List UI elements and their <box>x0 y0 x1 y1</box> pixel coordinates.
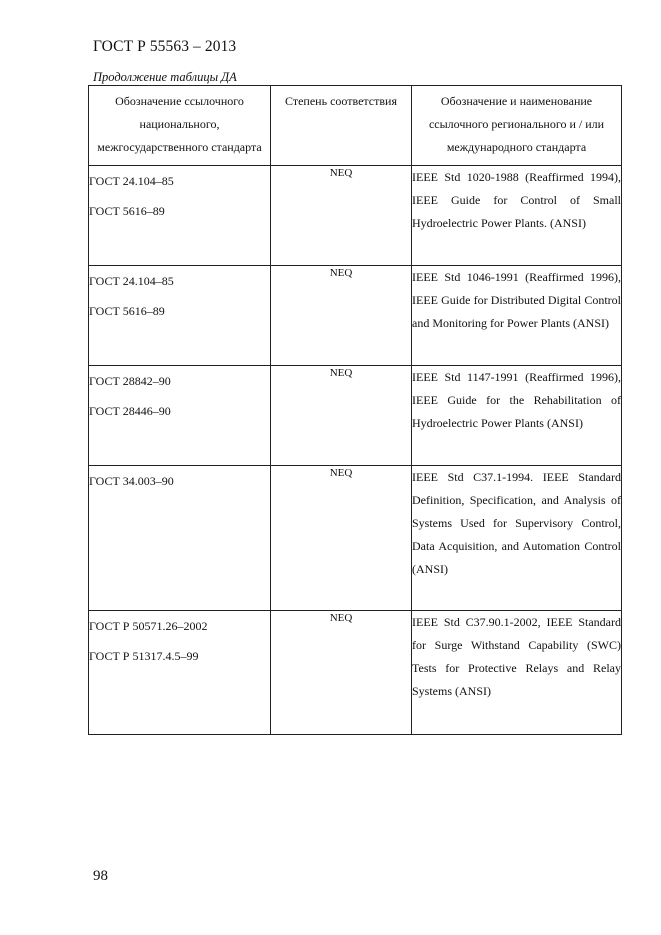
table-row <box>89 366 622 466</box>
page-number: 98 <box>93 868 108 884</box>
table-row <box>89 166 622 266</box>
degree-cell: NEQ <box>271 611 412 735</box>
column-header-national-standard: Обозначение ссылочного национального, межгосударственного стандарта <box>89 86 271 166</box>
national-standard-code: ГОСТ Р 50571.26–2002 <box>89 619 208 633</box>
table-caption: Продолжение таблицы ДА <box>93 70 237 84</box>
national-standard-cell <box>89 266 271 366</box>
national-standard-code: ГОСТ 24.104–85 <box>89 174 174 188</box>
reference-standard-cell: IEEE Std 1046-1991 (Reaffirmed 1996), IEEE Guide for Distributed Digital Control and Monitoring for Power Plants (ANSI) <box>412 266 622 366</box>
national-standard-cell <box>89 466 271 611</box>
table-row <box>89 266 622 366</box>
national-standard-cell <box>89 166 271 266</box>
degree-cell: NEQ <box>271 366 412 466</box>
degree-cell: NEQ <box>271 466 412 611</box>
national-standard-code: ГОСТ 28842–90 <box>89 374 171 388</box>
national-standard-code: ГОСТ 34.003–90 <box>89 474 174 488</box>
degree-cell: NEQ <box>271 266 412 366</box>
reference-standard-cell: IEEE Std C37.90.1-2002, IEEE Standard for Surge Withstand Capability (SWC) Tests for Protective Relays and Relay Systems (ANSI) <box>412 611 622 735</box>
national-standard-code: ГОСТ 28446–90 <box>89 404 171 418</box>
national-standard-code: ГОСТ 5616–89 <box>89 204 165 218</box>
national-standard-code: ГОСТ 24.104–85 <box>89 274 174 288</box>
table-header-row <box>89 86 622 166</box>
table-row <box>89 466 622 611</box>
document-code-header: ГОСТ Р 55563 – 2013 <box>93 38 237 55</box>
table-row <box>89 611 622 735</box>
reference-standard-cell: IEEE Std 1147-1991 (Reaffirmed 1996), IEEE Guide for the Rehabilitation of Hydroelectric Power Plants (ANSI) <box>412 366 622 466</box>
reference-standards-table <box>88 85 622 735</box>
national-standard-code: ГОСТ Р 51317.4.5–99 <box>89 649 199 663</box>
column-header-international-standard: Обозначение и наименование ссылочного регионального и / или международного стандарта <box>412 86 622 166</box>
reference-standard-cell: IEEE Std C37.1-1994. IEEE Standard Definition, Specification, and Analysis of Systems Used for Supervisory Control, Data Acquisition, and Automation Control (ANSI) <box>412 466 622 611</box>
reference-standard-cell: IEEE Std 1020-1988 (Reaffirmed 1994), IEEE Guide for Control of Small Hydroelectric Power Plants. (ANSI) <box>412 166 622 266</box>
column-header-degree-of-correspondence: Степень соответствия <box>271 86 412 166</box>
degree-cell: NEQ <box>271 166 412 266</box>
national-standard-code: ГОСТ 5616–89 <box>89 304 165 318</box>
national-standard-cell <box>89 366 271 466</box>
national-standard-cell <box>89 611 271 735</box>
